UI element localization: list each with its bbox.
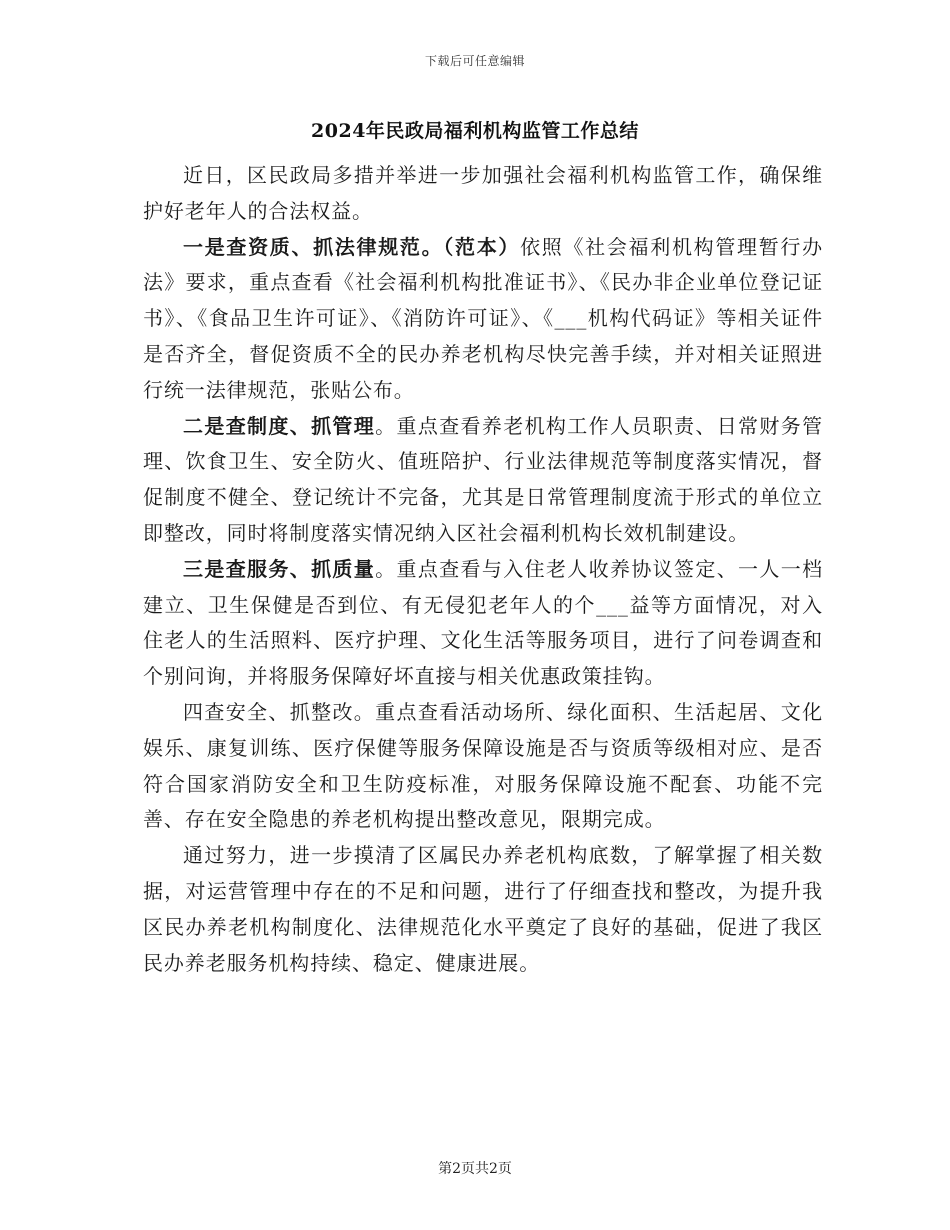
paragraph-text: 依照《社会福利机构管理暂行办法》要求，重点查看《社会福利机构批准证书》、《民办非企业单位登记证书》、《食品卫生许可证》、《消防许可证》、《___机构代码证》等相关证件是否齐全，督促资质不全的民办养老机构尽快完善手续，并对相关证照进行统一法律规范，张贴公布。: [143, 234, 823, 402]
header-note: 下载后可任意编辑: [424, 54, 525, 68]
paragraph-safety-rectification: [143, 695, 823, 838]
paragraph-intro: [143, 158, 823, 230]
document-title: 2024年民政局福利机构监管工作总结: [311, 120, 639, 142]
paragraph-text: 通过努力，进一步摸清了区属民办养老机构底数，了解掌握了相关数据，对运营管理中存在的不足和问题，进行了仔细查找和整改，为提升我区民办养老机构制度化、法律规范化水平奠定了良好的基础，促进了我区民办养老服务机构持续、稳定、健康进展。: [143, 843, 823, 975]
paragraph-text: 。重点查看养老机构工作人员职责、日常财务管理、饮食卫生、安全防火、值班陪护、行业法律规范等制度落实情况，督促制度不健全、登记统计不完备，尤其是日常管理制度流于形式的单位立即整改，同时将制度落实情况纳入区社会福利机构长效机制建设。: [143, 413, 823, 545]
paragraph-lead: 一是查资质、抓法律规范。（范本）: [183, 234, 521, 259]
paragraph-lead: 二是查制度、抓管理: [183, 413, 376, 438]
paragraph-text: 四查安全、抓整改。重点查看活动场所、绿化面积、生活起居、文化娱乐、康复训练、医疗保健等服务保障设施是否与资质等级相对应、是否符合国家消防安全和卫生防疫标准，对服务保障设施不配套、功能不完善、存在安全隐患的养老机构提出整改意见，限期完成。: [143, 699, 823, 832]
paragraph-lead: 三是查服务、抓质量: [183, 556, 376, 581]
paragraph-text: 。重点查看与入住老人收养协议签定、一人一档建立、卫生保健是否到位、有无侵犯老年人的个___益等方面情况，对入住老人的生活照料、医疗护理、文化生活等服务项目，进行了问卷调查和个别问询，并将服务保障好坏直接与相关优惠政策挂钩。: [143, 556, 823, 689]
paragraph-qualification: [143, 230, 823, 409]
page-number: 第2页共2页: [438, 1161, 512, 1177]
paragraph-conclusion: [143, 838, 823, 981]
paragraph-service-quality: [143, 552, 823, 695]
paragraph-text: 近日，区民政局多措并举进一步加强社会福利机构监管工作，确保维护好老年人的合法权益。: [143, 163, 823, 223]
paragraph-system-management: [143, 409, 823, 552]
document-body: [143, 158, 823, 981]
